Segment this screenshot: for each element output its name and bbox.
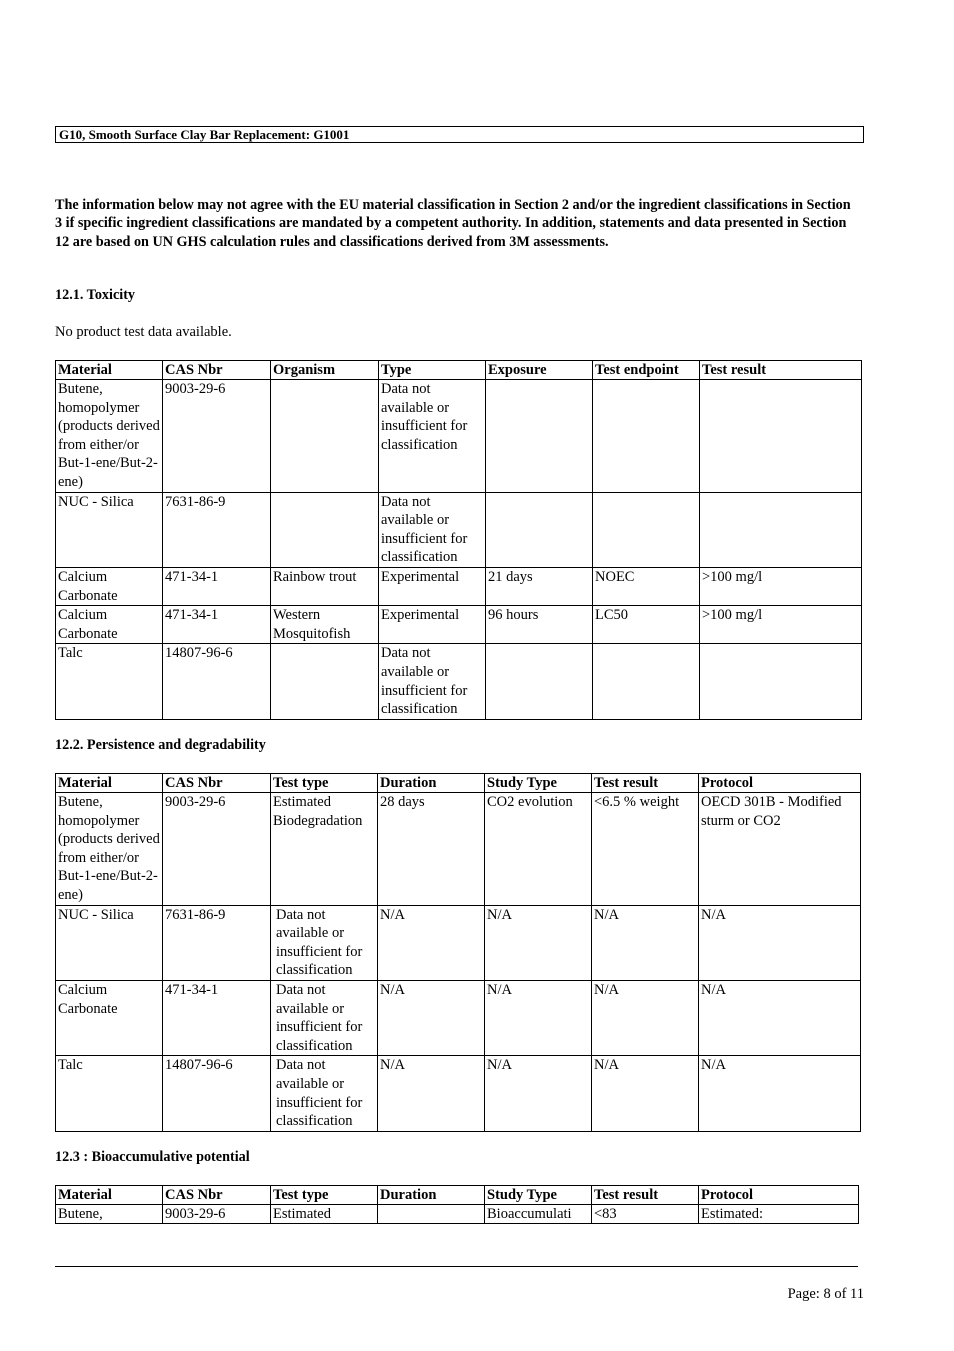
column-header: Material	[56, 361, 163, 380]
column-header: CAS Nbr	[163, 361, 271, 380]
table-cell: OECD 301B - Modified sturm or CO2	[699, 793, 861, 906]
table-row	[56, 793, 861, 906]
table-header-row	[56, 774, 861, 793]
table-cell: N/A	[699, 980, 861, 1055]
table-cell: 21 days	[486, 567, 593, 605]
table-cell: N/A	[699, 905, 861, 980]
table-cell: 28 days	[378, 793, 485, 906]
table-row	[56, 980, 861, 1055]
intro-paragraph: The information below may not agree with the EU material classification in Section 2 and/or the ingredient classifications in Section 3 if specific ingredient classifications are mandated by a competent authority. In addition, statements and data presented in Section 12 are based on UN GHS calculation rules and classifications derived from 3M assessments.	[55, 197, 851, 250]
page-number: Page: 8 of 11	[787, 1286, 864, 1302]
table-row	[56, 905, 861, 980]
table-cell: N/A	[485, 905, 592, 980]
table-cell	[593, 380, 700, 493]
table-row	[56, 380, 862, 493]
table-cell: N/A	[485, 980, 592, 1055]
table-cell: N/A	[592, 905, 699, 980]
table-cell: 96 hours	[486, 606, 593, 644]
column-header: Type	[379, 361, 486, 380]
table-cell: 471-34-1	[163, 980, 271, 1055]
table-cell: Calcium Carbonate	[56, 980, 163, 1055]
table-cell: 7631-86-9	[163, 492, 271, 567]
table-cell: CO2 evolution	[485, 793, 592, 906]
table-cell: N/A	[378, 905, 485, 980]
table-cell: N/A	[592, 980, 699, 1055]
table-cell: Talc	[56, 1056, 163, 1131]
table-cell: Butene, homopolymer (products derived from either/or But-1-ene/But-2-ene)	[56, 380, 163, 493]
table-cell	[593, 492, 700, 567]
table-cell	[700, 492, 862, 567]
table-row	[56, 606, 862, 644]
table-cell: LC50	[593, 606, 700, 644]
column-header: Exposure	[486, 361, 593, 380]
column-header: CAS Nbr	[163, 774, 271, 793]
table-cell: >100 mg/l	[700, 606, 862, 644]
toxicity-heading: 12.1. Toxicity	[55, 287, 136, 303]
table-cell: N/A	[485, 1056, 592, 1131]
persistence-heading: 12.2. Persistence and degradability	[55, 737, 266, 753]
bioaccumulative-heading: 12.3 : Bioaccumulative potential	[55, 1149, 250, 1165]
table-cell: 9003-29-6	[163, 793, 271, 906]
table-cell: 14807-96-6	[163, 1056, 271, 1131]
table-cell: N/A	[378, 980, 485, 1055]
column-header: Test type	[271, 1186, 378, 1205]
table-cell: Data not available or insufficient for classification	[271, 905, 378, 980]
table-row	[56, 1205, 859, 1224]
toxicity-table	[55, 360, 862, 720]
table-cell: 471-34-1	[163, 567, 271, 605]
table-cell: Data not available or insufficient for classification	[379, 380, 486, 493]
table-row	[56, 492, 862, 567]
table-cell: NOEC	[593, 567, 700, 605]
table-cell: >100 mg/l	[700, 567, 862, 605]
table-cell	[378, 1205, 485, 1224]
column-header: Duration	[378, 774, 485, 793]
table-cell: Data not available or insufficient for classification	[379, 492, 486, 567]
table-row	[56, 644, 862, 719]
table-cell: <6.5 % weight	[592, 793, 699, 906]
table-cell: Bioaccumulati	[485, 1205, 592, 1224]
table-cell: Estimated Biodegradation	[271, 793, 378, 906]
table-cell: <83	[592, 1205, 699, 1224]
table-cell: NUC - Silica	[56, 905, 163, 980]
bioaccumulative-table	[55, 1185, 859, 1224]
column-header: Material	[56, 1186, 163, 1205]
toxicity-note: No product test data available.	[55, 324, 232, 340]
table-cell: Calcium Carbonate	[56, 606, 163, 644]
column-header: Organism	[271, 361, 379, 380]
table-cell: Estimated:	[699, 1205, 859, 1224]
column-header: Study Type	[485, 774, 592, 793]
table-cell: 9003-29-6	[163, 1205, 271, 1224]
table-cell	[271, 644, 379, 719]
table-cell	[486, 380, 593, 493]
table-cell	[593, 644, 700, 719]
table-cell: Data not available or insufficient for classification	[271, 1056, 378, 1131]
column-header: Duration	[378, 1186, 485, 1205]
column-header: Test result	[592, 1186, 699, 1205]
column-header: Protocol	[699, 1186, 859, 1205]
column-header: Test result	[592, 774, 699, 793]
table-cell: N/A	[699, 1056, 861, 1131]
table-header-row	[56, 1186, 859, 1205]
table-cell: Experimental	[379, 567, 486, 605]
table-cell: Butene,	[56, 1205, 163, 1224]
column-header: Material	[56, 774, 163, 793]
column-header: CAS Nbr	[163, 1186, 271, 1205]
table-cell: Western Mosquitofish	[271, 606, 379, 644]
persistence-table	[55, 773, 861, 1132]
table-cell: Calcium Carbonate	[56, 567, 163, 605]
table-cell: NUC - Silica	[56, 492, 163, 567]
table-cell	[271, 380, 379, 493]
table-cell: Talc	[56, 644, 163, 719]
table-cell: 14807-96-6	[163, 644, 271, 719]
table-row	[56, 567, 862, 605]
table-cell	[486, 644, 593, 719]
column-header: Study Type	[485, 1186, 592, 1205]
table-cell: N/A	[378, 1056, 485, 1131]
table-cell: Data not available or insufficient for classification	[271, 980, 378, 1055]
column-header: Test endpoint	[593, 361, 700, 380]
footer-divider	[55, 1266, 858, 1267]
table-cell: Experimental	[379, 606, 486, 644]
column-header: Test result	[700, 361, 862, 380]
table-cell	[700, 644, 862, 719]
table-cell	[700, 380, 862, 493]
table-cell	[271, 492, 379, 567]
table-cell: 471-34-1	[163, 606, 271, 644]
table-cell: Data not available or insufficient for classification	[379, 644, 486, 719]
table-cell: 7631-86-9	[163, 905, 271, 980]
table-cell: Estimated	[271, 1205, 378, 1224]
table-cell: Butene, homopolymer (products derived from either/or But-1-ene/But-2-ene)	[56, 793, 163, 906]
column-header: Protocol	[699, 774, 861, 793]
table-row	[56, 1056, 861, 1131]
table-cell: Rainbow trout	[271, 567, 379, 605]
table-cell: 9003-29-6	[163, 380, 271, 493]
table-cell: N/A	[592, 1056, 699, 1131]
table-header-row	[56, 361, 862, 380]
document-header: G10, Smooth Surface Clay Bar Replacement: G1001	[55, 126, 864, 143]
column-header: Test type	[271, 774, 378, 793]
table-cell	[486, 492, 593, 567]
